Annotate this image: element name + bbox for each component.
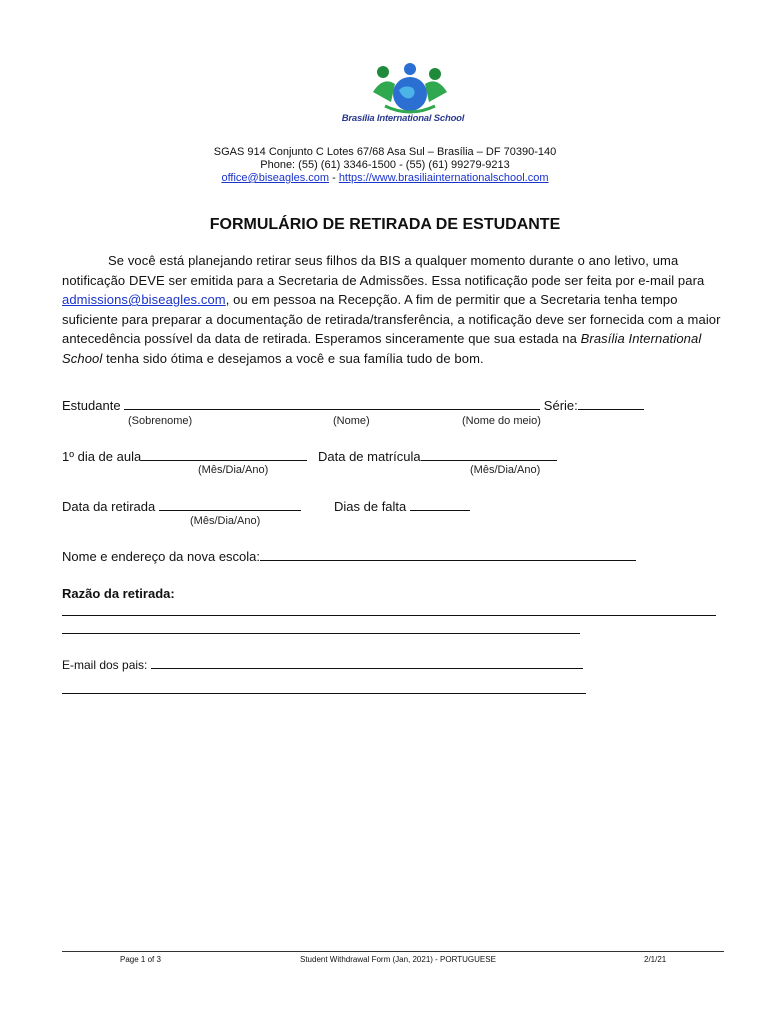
absent-row: [334, 498, 470, 514]
footer-divider: [62, 951, 724, 952]
footer-date: 2/1/21: [644, 955, 667, 964]
link-separator: -: [329, 172, 339, 184]
student-label: Estudante: [62, 398, 121, 413]
enroll-row: [318, 448, 557, 464]
form-title: FORMULÁRIO DE RETIRADA DE ESTUDANTE: [209, 216, 561, 233]
name-hint: (Nome): [333, 415, 370, 427]
school-name: Brasília International School: [341, 113, 465, 124]
withdraw-row: [62, 498, 301, 514]
parents-email-field[interactable]: [151, 656, 583, 669]
reason-line-2[interactable]: [62, 633, 580, 634]
phone-line: Phone: (55) (61) 3346-1500 - (55) (61) 99279-9213: [260, 159, 510, 171]
reason-label: Razão da retirada:: [62, 586, 175, 601]
enroll-date-hint: (Mês/Dia/Ano): [470, 464, 541, 476]
parents-email-row: [62, 656, 583, 672]
parents-email-label: E-mail dos pais:: [62, 658, 148, 672]
middle-name-hint: (Nome do meio): [462, 415, 541, 427]
new-school-field[interactable]: [260, 548, 636, 561]
reason-line-1[interactable]: [62, 615, 716, 616]
enroll-label: Data de matrícula: [318, 449, 421, 464]
footer-page: Page 1 of 3: [120, 955, 161, 964]
student-row: [62, 397, 644, 413]
withdraw-label: Data da retirada: [62, 499, 156, 514]
address-line: SGAS 914 Conjunto C Lotes 67/68 Asa Sul – Brasília – DF 70390-140: [213, 146, 557, 158]
website-link[interactable]: https://www.brasiliainternationalschool.com: [338, 172, 549, 184]
intro-paragraph: [62, 251, 726, 368]
contact-links: [0, 171, 770, 185]
school-name-italic: Brasília International School: [62, 331, 702, 366]
withdraw-date-hint: (Mês/Dia/Ano): [190, 515, 261, 527]
first-day-row: [62, 448, 307, 464]
absent-days-field[interactable]: [410, 498, 470, 511]
intro-text-1: Se você está planejando retirar seus filhos da BIS a qualquer momento durante o ano letivo, uma notificação DEVE ser emitida para a Secretaria de Admissões. Essa notificação pode ser feita por e-mail para: [62, 253, 705, 288]
first-day-label: 1º dia de aula: [62, 449, 142, 464]
footer-doc-name: Student Withdrawal Form (Jan, 2021) - PORTUGUESE: [300, 955, 496, 964]
withdraw-date-field[interactable]: [159, 498, 301, 511]
intro-text-3: tenha sido ótima e desejamos a você e sua família tudo de bom.: [102, 350, 484, 366]
first-day-hint: (Mês/Dia/Ano): [198, 464, 269, 476]
surname-hint: (Sobrenome): [128, 415, 193, 427]
grade-field[interactable]: [578, 397, 644, 410]
intro-text-2: , ou em pessoa na Recepção. A fim de permitir que a Secretaria tenha tempo suficiente para preparar a documentação de retirada/transferência, a notificação deve ser fornecida com a maior antecedência possível da data de retirada. Esperamos sinceramente que sua estada na: [62, 292, 721, 346]
first-day-field[interactable]: [141, 448, 307, 461]
new-school-label: Nome e endereço da nova escola:: [62, 549, 261, 564]
student-name-field[interactable]: [124, 397, 540, 410]
enroll-date-field[interactable]: [421, 448, 557, 461]
parents-email-line-2[interactable]: [62, 693, 586, 694]
admissions-email-link[interactable]: admissions@biseagles.com: [62, 292, 226, 307]
grade-label: Série:: [543, 398, 578, 413]
office-email-link[interactable]: office@biseagles.com: [221, 172, 330, 184]
new-school-row: [62, 548, 636, 564]
absent-label: Dias de falta: [334, 499, 407, 514]
